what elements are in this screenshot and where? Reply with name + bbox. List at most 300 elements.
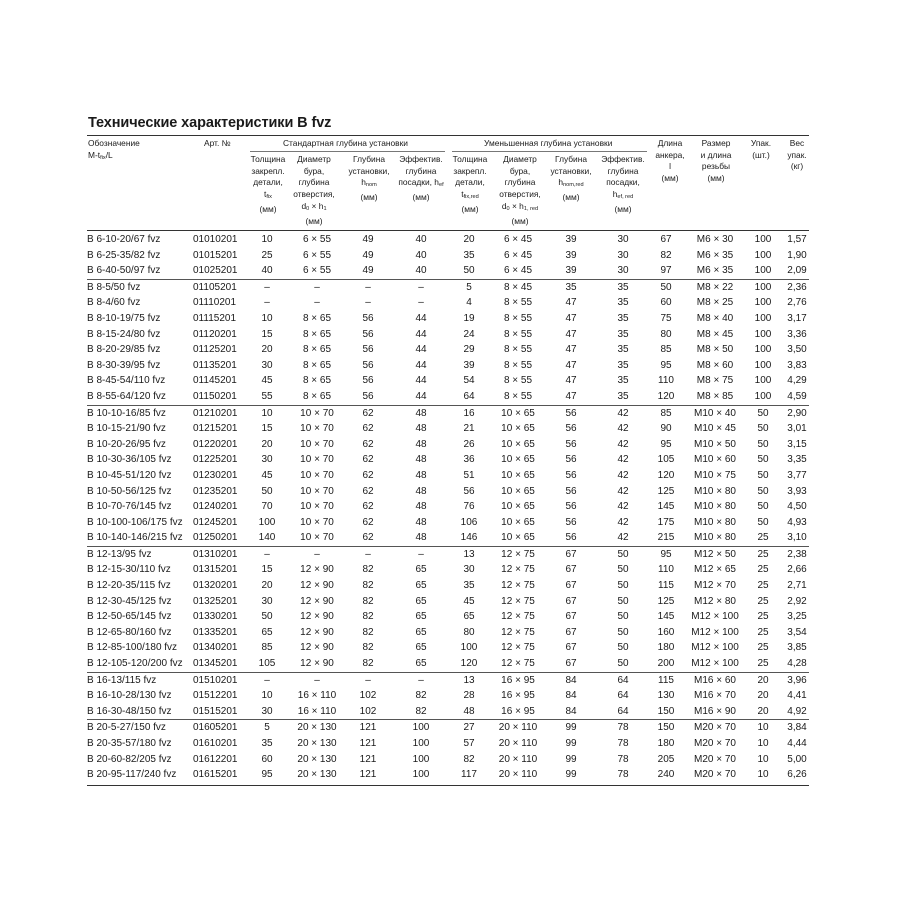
cell-red-diameter: 6 × 45 [503,265,533,277]
cell-red-diameter: 10 × 65 [501,532,535,544]
cell-red-effective: 35 [617,390,629,402]
cell-art-number: 01010201 [193,234,238,245]
cell-weight: 4,93 [787,516,807,528]
std-group-line [250,151,445,152]
cell-std-effective: 100 [412,738,430,749]
cell-std-thickness: 50 [261,611,273,623]
cell-std-depth: 82 [362,564,374,576]
cell-thread: M20 × 70 [694,722,736,734]
cell-anchor-length: 115 [658,580,674,592]
cell-std-diameter: 10 × 70 [300,485,334,497]
cell-pack: 10 [757,722,769,734]
cell-red-thickness: 64 [463,390,475,402]
cell-std-thickness: 85 [261,642,273,654]
cell-red-diameter: 12 × 75 [501,595,535,607]
cell-red-depth: 67 [565,548,577,560]
cell-red-thickness: 19 [463,312,475,324]
table-row [87,437,809,453]
cell-designation: B 20-95-117/240 fvz [87,769,177,781]
cell-red-thickness: 39 [463,359,475,371]
cell-red-thickness: 20 [463,234,475,245]
cell-red-diameter: 10 × 65 [501,516,535,528]
cell-red-depth: 84 [565,705,577,717]
cell-std-thickness: 15 [261,564,273,576]
table-row [87,594,809,610]
cell-std-depth: – [365,548,371,560]
table-row [87,546,809,563]
cell-std-thickness: 45 [261,469,273,481]
cell-red-thickness: 35 [463,580,475,592]
cell-designation: B 16-10-28/130 fvz [87,690,172,702]
cell-std-thickness: 10 [261,234,273,245]
cell-std-thickness: 10 [261,407,273,419]
cell-anchor-length: 120 [657,390,675,402]
cell-anchor-length: 80 [660,328,672,340]
cell-art-number: 01110201 [193,297,237,309]
cell-red-thickness: 65 [463,611,475,623]
cell-weight: 4,50 [787,501,807,513]
cell-designation: B 12-85-100/180 fvz [87,642,178,654]
cell-weight: 3,84 [787,722,807,734]
cell-anchor-length: 67 [660,234,672,245]
header-art: Арт. № [204,138,231,148]
cell-red-effective: 50 [617,564,629,576]
table-row [87,719,809,736]
cell-designation: B 20-35-57/180 fvz [87,738,172,749]
cell-red-depth: 67 [565,658,577,670]
cell-designation: B 8-15-24/80 fvz [87,328,161,340]
table-row [87,562,809,578]
cell-std-diameter: 20 × 130 [297,722,337,734]
cell-red-thickness: 5 [466,281,472,293]
cell-std-thickness: 10 [261,690,273,702]
cell-weight: 3,83 [787,359,807,371]
cell-designation: B 6-10-20/67 fvz [87,234,161,245]
cell-art-number: 01325201 [193,595,238,607]
cell-thread: M8 × 45 [696,328,734,340]
cell-std-depth: 62 [362,485,374,497]
cell-thread: M8 × 75 [696,375,734,387]
cell-std-effective: 65 [415,580,427,592]
header-red-group: Уменьшенная глубина установки [484,138,613,148]
cell-std-effective: 40 [415,234,427,245]
table-top-rule [87,135,809,136]
cell-anchor-length: 125 [657,595,675,607]
cell-std-depth: 56 [362,359,374,371]
cell-designation: B 12-20-35/115 fvz [87,580,171,592]
cell-red-depth: 47 [565,359,577,371]
cell-std-diameter: 12 × 90 [300,642,334,654]
cell-pack: 100 [754,375,772,387]
cell-red-depth: 47 [565,312,577,324]
data-table-body [87,232,809,783]
cell-red-depth: 84 [565,674,577,686]
header-bottom-rule [87,230,809,231]
cell-anchor-length: 120 [657,469,675,481]
cell-red-effective: 78 [617,753,629,765]
cell-thread: M12 × 65 [694,564,736,576]
cell-red-diameter: 12 × 75 [501,658,535,670]
cell-std-diameter: – [314,674,320,686]
cell-designation: B 12-65-80/160 fvz [87,626,172,638]
cell-weight: 2,76 [787,297,807,309]
cell-red-diameter: 10 × 65 [501,423,535,435]
cell-red-thickness: 35 [463,249,475,261]
cell-pack: 25 [757,532,769,544]
cell-red-depth: 39 [565,265,577,277]
cell-std-diameter: 20 × 130 [297,753,337,765]
cell-weight: 3,36 [787,328,807,340]
cell-designation: B 8-4/60 fvz [87,297,141,309]
cell-art-number: 01125201 [193,344,237,356]
table-bottom-rule [87,785,809,786]
cell-std-effective: 44 [415,312,427,324]
cell-std-thickness: 100 [258,516,276,528]
cell-red-diameter: 6 × 45 [503,234,533,245]
cell-std-depth: 56 [362,312,374,324]
cell-std-depth: 121 [359,738,377,749]
cell-designation: B 10-30-36/105 fvz [87,454,172,466]
cell-std-effective: 48 [415,501,427,513]
cell-red-effective: 50 [617,626,629,638]
cell-std-diameter: 10 × 70 [300,423,334,435]
cell-pack: 100 [754,359,772,371]
cell-std-depth: 56 [362,328,374,340]
cell-thread: M10 × 40 [694,407,736,419]
header-red-depth: Глубина установки, hnom,red (мм) [550,154,592,203]
cell-red-effective: 30 [617,234,629,245]
cell-anchor-length: 85 [660,407,672,419]
cell-red-diameter: 8 × 55 [503,390,533,402]
cell-art-number: 01345201 [193,658,238,670]
cell-red-effective: 30 [617,265,629,277]
cell-std-depth: 62 [362,469,374,481]
cell-std-effective: 48 [415,485,427,497]
cell-std-depth: 121 [359,722,377,734]
cell-std-diameter: 16 × 110 [297,705,337,717]
table-row [87,232,809,248]
cell-std-effective: 44 [415,328,427,340]
cell-weight: 3,17 [787,312,807,324]
cell-anchor-length: 90 [660,423,672,435]
table-row [87,515,809,531]
cell-designation: B 10-10-16/85 fvz [87,407,166,419]
cell-std-diameter: – [314,548,320,560]
header-thread: Размер и длина резьбы (мм) [700,138,732,184]
cell-weight: 3,50 [787,344,807,356]
cell-std-diameter: 6 × 55 [302,265,332,277]
cell-art-number: 01315201 [193,564,238,576]
table-row [87,704,809,720]
table-row [87,295,809,311]
cell-pack: 100 [754,344,772,356]
table-row [87,358,809,374]
cell-red-diameter: 8 × 55 [503,359,533,371]
cell-red-thickness: 28 [463,690,475,702]
cell-red-effective: 78 [617,769,629,781]
cell-red-thickness: 45 [463,595,475,607]
cell-std-diameter: 6 × 55 [302,249,332,261]
cell-std-diameter: 8 × 65 [302,375,332,387]
table-row [87,767,809,783]
cell-std-depth: – [365,281,371,293]
cell-thread: M6 × 35 [696,249,734,261]
cell-std-thickness: 10 [261,312,273,324]
cell-red-depth: 67 [565,642,577,654]
header-anchor-length: Длина анкера, l (мм) [655,138,685,184]
cell-anchor-length: 110 [658,375,674,387]
cell-red-effective: 64 [617,674,629,686]
cell-pack: 100 [754,249,772,261]
cell-pack: 100 [754,281,772,293]
cell-red-depth: 56 [565,532,577,544]
cell-thread: M10 × 80 [694,532,736,544]
cell-thread: M20 × 70 [694,753,736,765]
cell-std-thickness: – [264,281,270,293]
cell-std-diameter: 10 × 70 [300,469,334,481]
cell-designation: B 10-50-56/125 fvz [87,485,172,497]
cell-weight: 2,09 [787,265,807,277]
header-std-diameter: Диаметр бура, глубина отверстия, d0 × h1 (мм) [293,154,335,226]
cell-red-diameter: 10 × 65 [501,407,535,419]
cell-red-effective: 42 [617,423,629,435]
cell-thread: M10 × 80 [694,501,736,513]
cell-art-number: 01230201 [193,469,238,481]
cell-red-effective: 42 [617,485,629,497]
cell-pack: 25 [757,658,769,670]
cell-art-number: 01320201 [193,580,238,592]
cell-art-number: 01105201 [193,281,237,293]
cell-anchor-length: 105 [657,454,675,466]
cell-std-thickness: 15 [261,328,273,340]
table-row [87,530,809,546]
cell-designation: B 8-10-19/75 fvz [87,312,161,324]
cell-red-depth: 39 [565,234,577,245]
cell-std-thickness: 15 [261,423,273,435]
cell-weight: 3,54 [787,626,807,638]
cell-red-effective: 35 [617,344,629,356]
table-row [87,640,809,656]
cell-thread: M10 × 45 [694,423,736,435]
cell-std-effective: 65 [415,595,427,607]
cell-pack: 10 [757,769,769,781]
cell-red-thickness: 56 [463,485,475,497]
header-weight: Вес упак. (кг) [787,138,807,172]
cell-art-number: 01612201 [193,753,238,765]
cell-anchor-length: 110 [658,564,674,576]
cell-pack: 50 [757,407,769,419]
cell-red-diameter: 10 × 65 [501,469,535,481]
cell-thread: M10 × 60 [694,454,736,466]
cell-designation: B 6-40-50/97 fvz [87,265,161,277]
cell-std-effective: – [418,548,424,560]
header-red-diameter: Диаметр бура, глубина отверстия, d0 × h1, red (мм) [499,154,541,226]
cell-std-depth: 102 [359,690,377,702]
cell-art-number: 01145201 [193,375,237,387]
cell-art-number: 01025201 [193,265,238,277]
cell-std-diameter: 10 × 70 [300,407,334,419]
cell-pack: 10 [757,738,769,749]
cell-anchor-length: 145 [657,611,675,623]
table-row [87,609,809,625]
cell-art-number: 01615201 [193,769,238,781]
cell-pack: 25 [757,595,769,607]
cell-anchor-length: 115 [658,674,674,686]
cell-designation: B 12-50-65/145 fvz [87,611,172,623]
cell-weight: 4,41 [787,690,807,702]
cell-std-effective: 44 [415,359,427,371]
table-row [87,421,809,437]
cell-thread: M8 × 85 [696,390,734,402]
cell-pack: 50 [757,438,769,450]
cell-std-depth: 121 [359,753,377,765]
cell-thread: M16 × 70 [694,690,736,702]
cell-red-depth: 99 [565,722,577,734]
cell-red-effective: 78 [617,738,629,749]
cell-anchor-length: 95 [660,438,672,450]
cell-designation: B 16-13/115 fvz [87,674,157,686]
cell-weight: 1,90 [787,249,807,261]
cell-art-number: 01250201 [193,532,238,544]
cell-weight: 4,44 [787,738,807,749]
cell-red-thickness: 57 [463,738,475,749]
cell-std-depth: – [365,674,371,686]
cell-thread: M8 × 25 [696,297,734,309]
cell-red-diameter: 10 × 65 [501,438,535,450]
cell-anchor-length: 145 [657,501,675,513]
cell-weight: 3,10 [787,532,807,544]
cell-red-effective: 35 [617,328,629,340]
cell-art-number: 01115201 [193,312,237,324]
cell-std-effective: 65 [415,642,427,654]
cell-designation: B 12-15-30/110 fvz [87,564,171,576]
cell-thread: M10 × 80 [694,516,736,528]
cell-weight: 2,36 [787,281,807,293]
cell-red-depth: 47 [565,344,577,356]
cell-red-depth: 39 [565,249,577,261]
cell-red-depth: 56 [565,516,577,528]
cell-red-thickness: 4 [466,297,472,309]
cell-std-depth: 121 [359,769,377,781]
cell-red-diameter: 20 × 110 [498,769,538,781]
cell-art-number: 01512201 [193,690,238,702]
cell-thread: M8 × 22 [696,281,734,293]
cell-std-depth: 49 [362,265,374,277]
cell-red-diameter: 12 × 75 [501,548,535,560]
cell-pack: 100 [754,328,772,340]
cell-weight: 2,71 [787,580,807,592]
table-row [87,578,809,594]
cell-thread: M10 × 80 [694,485,736,497]
cell-red-depth: 99 [565,769,577,781]
cell-thread: M12 × 50 [694,548,736,560]
cell-red-effective: 50 [617,595,629,607]
cell-red-thickness: 26 [463,438,475,450]
cell-std-depth: 62 [362,407,374,419]
cell-pack: 25 [757,564,769,576]
cell-art-number: 01245201 [193,516,238,528]
cell-red-diameter: 12 × 75 [501,611,535,623]
cell-std-effective: 65 [415,626,427,638]
cell-anchor-length: 60 [660,297,672,309]
cell-red-thickness: 24 [463,328,475,340]
cell-art-number: 01220201 [193,438,238,450]
cell-pack: 25 [757,611,769,623]
cell-red-thickness: 106 [460,516,478,528]
header-std-group: Стандартная глубина установки [283,138,408,148]
cell-std-thickness: 30 [261,705,273,717]
cell-designation: B 12-30-45/125 fvz [87,595,172,607]
cell-anchor-length: 160 [657,626,675,638]
cell-std-depth: 62 [362,501,374,513]
cell-weight: 4,29 [787,375,807,387]
cell-std-effective: 100 [412,753,430,765]
cell-weight: 4,59 [787,390,807,402]
cell-red-depth: 84 [565,690,577,702]
header-std-depth: Глубина установки, hnom (мм) [348,154,390,203]
cell-std-diameter: 20 × 130 [297,769,337,781]
cell-std-effective: 44 [415,375,427,387]
cell-std-depth: 82 [362,626,374,638]
cell-red-thickness: 76 [463,501,475,513]
cell-red-thickness: 27 [463,722,475,734]
cell-art-number: 01510201 [193,674,238,686]
cell-std-thickness: 50 [261,485,273,497]
cell-pack: 50 [757,469,769,481]
cell-std-diameter: 8 × 65 [302,359,332,371]
cell-weight: 3,25 [787,611,807,623]
cell-weight: 2,92 [787,595,807,607]
cell-red-depth: 67 [565,611,577,623]
cell-pack: 100 [754,265,772,277]
table-row [87,389,809,405]
cell-std-effective: 44 [415,344,427,356]
table-row [87,452,809,468]
table-row [87,688,809,704]
cell-pack: 25 [757,548,769,560]
cell-weight: 3,35 [787,454,807,466]
cell-anchor-length: 130 [657,690,675,702]
cell-anchor-length: 95 [660,359,672,371]
cell-std-depth: 56 [362,390,374,402]
cell-red-depth: 47 [565,328,577,340]
cell-anchor-length: 240 [657,769,675,781]
cell-std-effective: 48 [415,454,427,466]
table-row [87,405,809,422]
cell-std-effective: 65 [415,611,427,623]
cell-red-effective: 42 [617,532,629,544]
cell-red-effective: 30 [617,249,629,261]
table-row [87,248,809,264]
cell-designation: B 10-20-26/95 fvz [87,438,166,450]
cell-std-effective: 48 [415,532,427,544]
cell-pack: 20 [757,690,769,702]
cell-std-depth: 82 [362,611,374,623]
cell-art-number: 01150201 [193,390,237,402]
cell-thread: M16 × 90 [694,705,736,717]
cell-red-depth: 56 [565,469,577,481]
cell-red-effective: 42 [617,501,629,513]
cell-thread: M16 × 60 [694,674,736,686]
cell-designation: B 8-45-54/110 fvz [87,375,166,387]
cell-std-thickness: 40 [261,265,273,277]
cell-weight: 4,28 [787,658,807,670]
cell-std-effective: – [418,297,424,309]
table-row [87,672,809,689]
header-designation: Обозначение M-tfix/L [88,138,140,161]
cell-anchor-length: 150 [657,705,675,717]
cell-anchor-length: 175 [657,516,675,528]
